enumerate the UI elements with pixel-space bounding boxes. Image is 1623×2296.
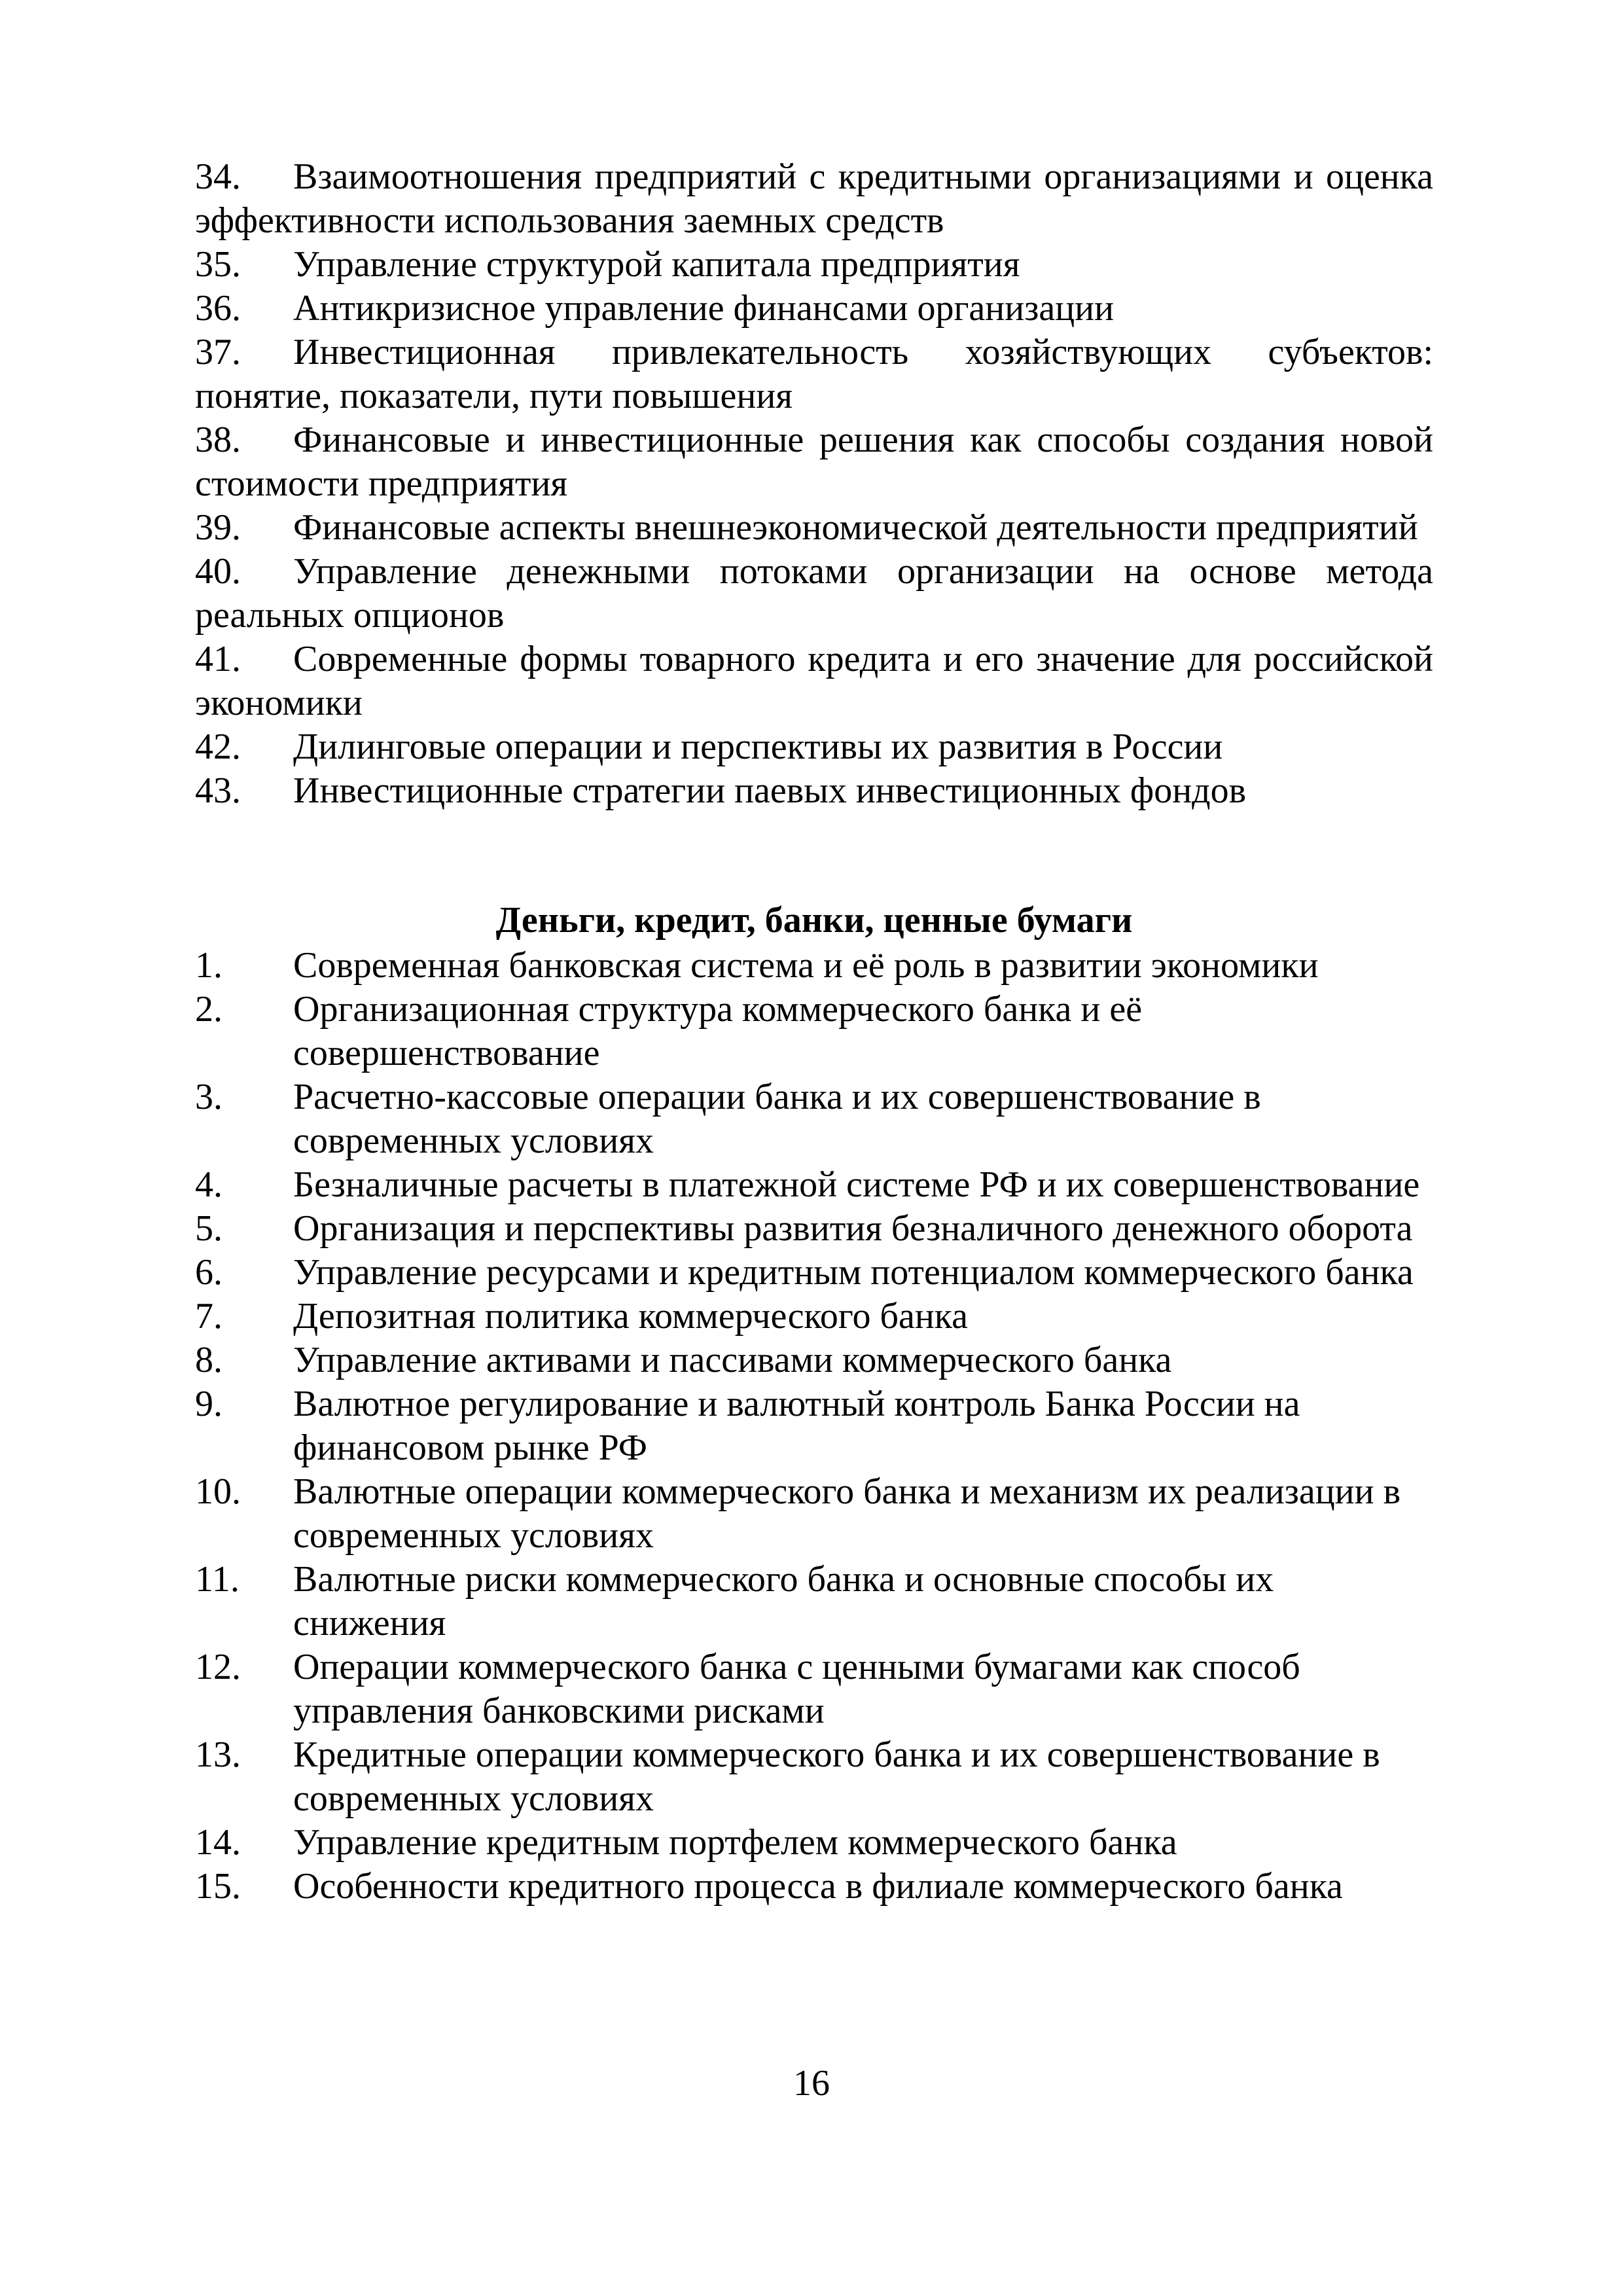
list-item: [195, 769, 1433, 813]
item-number: 41.: [195, 639, 241, 679]
item-number: 2.: [195, 989, 223, 1030]
list-item: [195, 1295, 1433, 1338]
item-text: Финансовые и инвестиционные решения как способы создания новой стоимости предприятия: [195, 420, 1433, 504]
list-item: [195, 1645, 1433, 1733]
section-heading: Деньги, кредит, банки, ценные бумаги: [495, 900, 1133, 941]
list-item: [195, 1733, 1433, 1821]
item-text: Операции коммерческого банка с ценными бумагами как способ управления банковскими рисками: [293, 1647, 1300, 1731]
list-item: [195, 1075, 1433, 1163]
item-number: 11.: [195, 1559, 240, 1600]
list-item: [195, 1382, 1433, 1470]
item-number: 37.: [195, 332, 241, 372]
item-number: 4.: [195, 1164, 223, 1205]
item-text: Дилинговые операции и перспективы их развития в России: [293, 726, 1223, 767]
item-number: 43.: [195, 770, 241, 811]
item-number: 9.: [195, 1384, 223, 1424]
item-number: 36.: [195, 288, 241, 329]
list-item: [195, 1338, 1433, 1382]
item-text: Кредитные операции коммерческого банка и их совершенствование в современных условиях: [293, 1734, 1380, 1819]
item-number: 13.: [195, 1734, 241, 1775]
list-item: [195, 243, 1433, 287]
list-item: [195, 155, 1433, 243]
item-text: Инвестиционная привлекательность хозяйствующих субъектов: понятие, показатели, пути повышения: [195, 332, 1433, 416]
list-item: [195, 331, 1433, 418]
list-item: [195, 1865, 1433, 1909]
item-number: 7.: [195, 1296, 223, 1336]
list-item: [195, 287, 1433, 331]
item-number: 10.: [195, 1471, 241, 1512]
list-item: [195, 725, 1433, 769]
item-text: Безналичные расчеты в платежной системе РФ и их совершенствование: [293, 1164, 1420, 1205]
item-text: Организационная структура коммерческого банка и её совершенствование: [293, 989, 1143, 1073]
list-item: [195, 550, 1433, 637]
list-item: [195, 1207, 1433, 1251]
item-number: 6.: [195, 1252, 223, 1293]
item-number: 39.: [195, 507, 241, 548]
item-number: 5.: [195, 1208, 223, 1249]
item-number: 40.: [195, 551, 241, 592]
item-number: 42.: [195, 726, 241, 767]
list-item: [195, 988, 1433, 1075]
item-text: Организация и перспективы развития безналичного денежного оборота: [293, 1208, 1413, 1249]
item-number: 3.: [195, 1077, 223, 1117]
item-text: Управление структурой капитала предприятия: [293, 244, 1020, 285]
item-number: 14.: [195, 1822, 241, 1863]
item-number: 15.: [195, 1866, 241, 1907]
item-text: Депозитная политика коммерческого банка: [293, 1296, 969, 1336]
item-text: Взаимоотношения предприятий с кредитными организациями и оценка эффективности использования заемных средств: [195, 156, 1433, 241]
list-item: [195, 1558, 1433, 1645]
item-text: Современная банковская система и её роль в развитии экономики: [293, 945, 1319, 986]
list-item: [195, 418, 1433, 506]
item-text: Валютные риски коммерческого банка и основные способы их снижения: [293, 1559, 1274, 1643]
banking-topic-list: [195, 944, 1433, 1909]
item-text: Управление денежными потоками организации на основе метода реальных опционов: [195, 551, 1433, 636]
list-item: [195, 944, 1433, 988]
item-number: 35.: [195, 244, 241, 285]
list-item: [195, 637, 1433, 725]
list-item: [195, 1821, 1433, 1865]
item-text: Управление кредитным портфелем коммерческого банка: [293, 1822, 1177, 1863]
item-number: 12.: [195, 1647, 241, 1687]
item-text: Антикризисное управление финансами организации: [293, 288, 1115, 329]
item-number: 8.: [195, 1340, 223, 1380]
item-text: Управление активами и пассивами коммерческого банка: [293, 1340, 1172, 1380]
item-text: Особенности кредитного процесса в филиале коммерческого банка: [293, 1866, 1343, 1907]
item-text: Расчетно-кассовые операции банка и их совершенствование в современных условиях: [293, 1077, 1261, 1161]
list-item: [195, 1470, 1433, 1558]
item-text: Валютное регулирование и валютный контроль Банка России на финансовом рынке РФ: [293, 1384, 1300, 1468]
list-item: [195, 1251, 1433, 1295]
list-item: [195, 1163, 1433, 1207]
list-item: [195, 506, 1433, 550]
page-number: 16: [793, 2063, 830, 2104]
item-text: Управление ресурсами и кредитным потенциалом коммерческого банка: [293, 1252, 1414, 1293]
item-text: Валютные операции коммерческого банка и механизм их реализации в современных условиях: [293, 1471, 1401, 1556]
item-number: 38.: [195, 420, 241, 460]
item-text: Инвестиционные стратегии паевых инвестиционных фондов: [293, 770, 1247, 811]
topic-list-continued: [195, 155, 1433, 813]
item-text: Финансовые аспекты внешнеэкономической деятельности предприятий: [293, 507, 1418, 548]
item-text: Современные формы товарного кредита и его значение для российской экономики: [195, 639, 1433, 723]
item-number: 1.: [195, 945, 223, 986]
item-number: 34.: [195, 156, 241, 197]
